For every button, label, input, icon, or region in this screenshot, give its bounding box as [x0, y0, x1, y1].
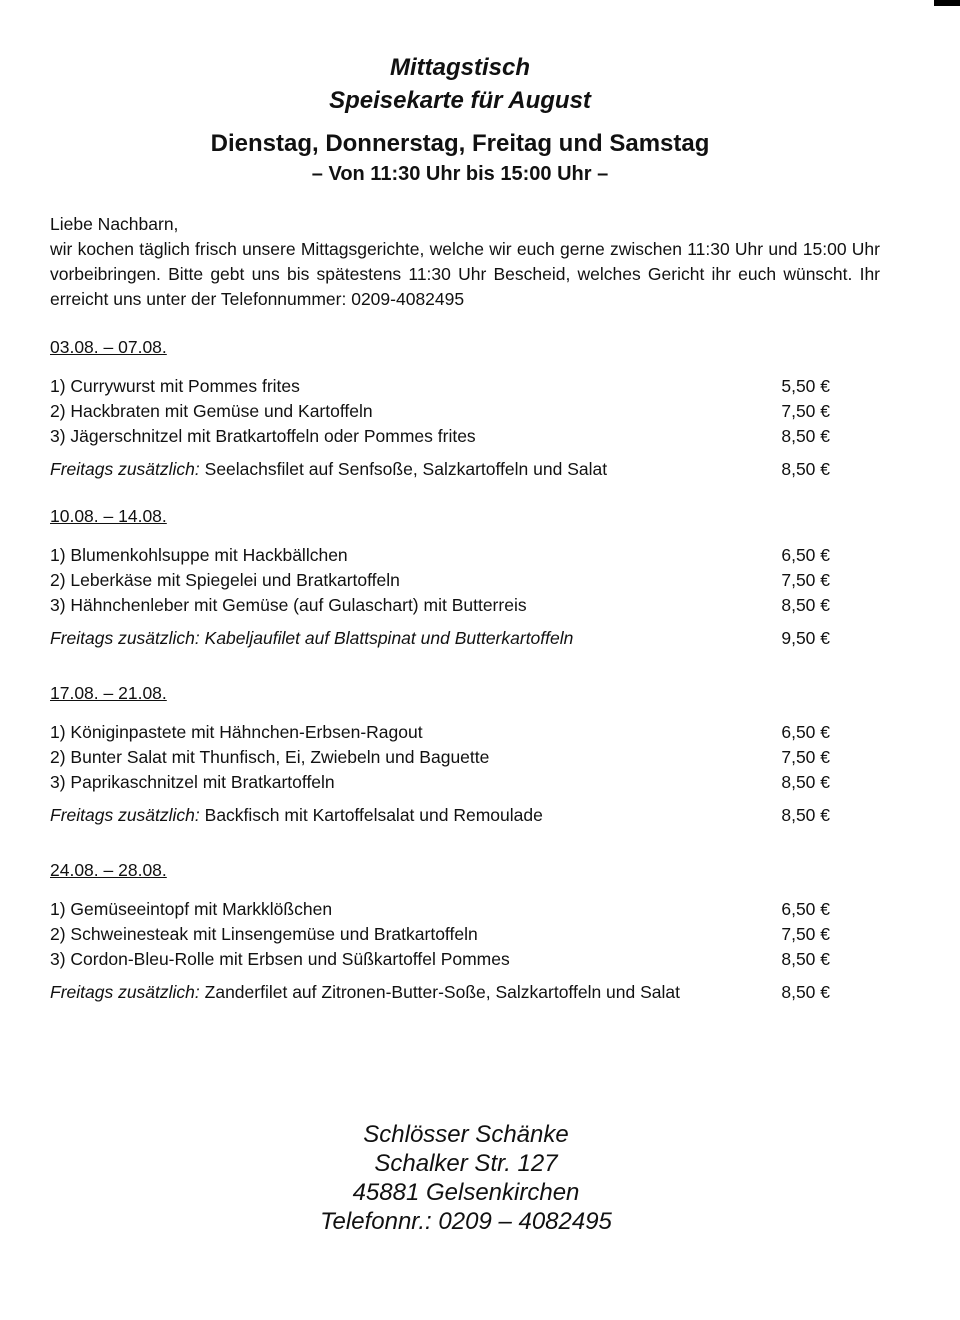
week-section [50, 682, 830, 828]
dish-row [50, 897, 830, 922]
dish-name: 3) Jägerschnitzel mit Bratkartoffeln oder Pommes frites [50, 426, 476, 446]
friday-dish: Backfisch mit Kartoffelsalat und Remoulade [204, 805, 543, 825]
week-section [50, 859, 830, 1005]
friday-price: 8,50 € [781, 805, 830, 825]
dish-name: 2) Leberkäse mit Spiegelei und Bratkartoffeln [50, 570, 400, 590]
friday-dish: Seelachsfilet auf Senfsoße, Salzkartoffeln und Salat [204, 459, 608, 479]
friday-dish: Kabeljaufilet auf Blattspinat und Butterkartoffeln [204, 628, 574, 648]
dish-price: 8,50 € [781, 772, 830, 792]
dish-price: 7,50 € [781, 401, 830, 421]
friday-dish: Zanderfilet auf Zitronen-Butter-Soße, Salzkartoffeln und Salat [204, 982, 681, 1002]
dish-row [50, 399, 830, 424]
dish-price: 8,50 € [781, 949, 830, 969]
friday-special-row [50, 626, 830, 651]
dish-name: 1) Gemüseeintopf mit Markklößchen [50, 899, 333, 919]
dish-row [50, 922, 830, 947]
dish-price: 6,50 € [781, 545, 830, 565]
serving-days: Dienstag, Donnerstag, Freitag und Samstag [210, 130, 710, 157]
menu-title: Mittagstisch [389, 54, 530, 81]
friday-special-row [50, 457, 830, 482]
dish-row [50, 720, 830, 745]
dish-name: 2) Schweinesteak mit Linsengemüse und Bratkartoffeln [50, 924, 478, 944]
dish-price: 8,50 € [781, 426, 830, 446]
friday-label: Freitags zusätzlich: [50, 982, 200, 1002]
dish-row [50, 543, 830, 568]
dish-name: 2) Bunter Salat mit Thunfisch, Ei, Zwiebeln und Baguette [50, 747, 490, 767]
dish-row [50, 374, 830, 399]
dish-price: 6,50 € [781, 899, 830, 919]
dish-price: 6,50 € [781, 722, 830, 742]
menu-subtitle: Speisekarte für August [329, 87, 591, 114]
week-date-range: 17.08. – 21.08. [50, 683, 167, 703]
friday-label: Freitags zusätzlich: [50, 628, 200, 648]
dish-price: 5,50 € [781, 376, 830, 396]
week-section [50, 336, 830, 482]
friday-special [50, 626, 573, 651]
intro-text [50, 212, 880, 312]
dish-name: 1) Blumenkohlsuppe mit Hackbällchen [50, 545, 348, 565]
friday-special [50, 803, 543, 828]
dish-row [50, 593, 830, 618]
friday-special-row [50, 980, 830, 1005]
friday-special [50, 980, 680, 1005]
week-date-range: 24.08. – 28.08. [50, 860, 167, 880]
week-date-range: 03.08. – 07.08. [50, 337, 167, 357]
dish-row [50, 770, 830, 795]
serving-hours: – Von 11:30 Uhr bis 15:00 Uhr – [311, 163, 609, 185]
dish-price: 8,50 € [781, 595, 830, 615]
restaurant-address [0, 1120, 932, 1236]
dish-price: 7,50 € [781, 924, 830, 944]
dish-row [50, 424, 830, 449]
friday-price: 8,50 € [781, 982, 830, 1002]
restaurant-city: 45881 Gelsenkirchen [352, 1179, 580, 1206]
dish-name: 1) Königinpastete mit Hähnchen-Erbsen-Ragout [50, 722, 423, 742]
friday-special [50, 457, 607, 482]
restaurant-phone: Telefonnr.: 0209 – 4082495 [320, 1208, 612, 1235]
dish-row [50, 947, 830, 972]
dish-price: 7,50 € [781, 570, 830, 590]
friday-price: 8,50 € [781, 459, 830, 479]
dish-price: 7,50 € [781, 747, 830, 767]
dish-name: 2) Hackbraten mit Gemüse und Kartoffeln [50, 401, 373, 421]
dish-row [50, 745, 830, 770]
friday-price: 9,50 € [781, 628, 830, 648]
dish-name: 3) Hähnchenleber mit Gemüse (auf Gulaschart) mit Butterreis [50, 595, 527, 615]
intro-paragraph: wir kochen täglich frisch unsere Mittagsgerichte, welche wir euch gerne zwischen 11:30 Uhr und 15:00 Uhr vorbeibringen. Bitte gebt uns bis spätestens 11:30 Uhr Bescheid, welches Gericht ihr euch wünscht. Ihr erreicht uns unter der Telefonnummer: 0209-4082495 [50, 239, 880, 309]
friday-label: Freitags zusätzlich: [50, 459, 200, 479]
friday-label: Freitags zusätzlich: [50, 805, 200, 825]
dish-name: 3) Paprikaschnitzel mit Bratkartoffeln [50, 772, 335, 792]
friday-special-row [50, 803, 830, 828]
dish-name: 3) Cordon-Bleu-Rolle mit Erbsen und Süßkartoffel Pommes [50, 949, 510, 969]
restaurant-name: Schlösser Schänke [363, 1121, 569, 1148]
dish-row [50, 568, 830, 593]
week-section [50, 505, 830, 651]
scan-corner-mark [934, 0, 960, 6]
dish-name: 1) Currywurst mit Pommes frites [50, 376, 300, 396]
restaurant-street: Schalker Str. 127 [374, 1150, 558, 1177]
week-date-range: 10.08. – 14.08. [50, 506, 167, 526]
greeting: Liebe Nachbarn, [50, 214, 179, 234]
